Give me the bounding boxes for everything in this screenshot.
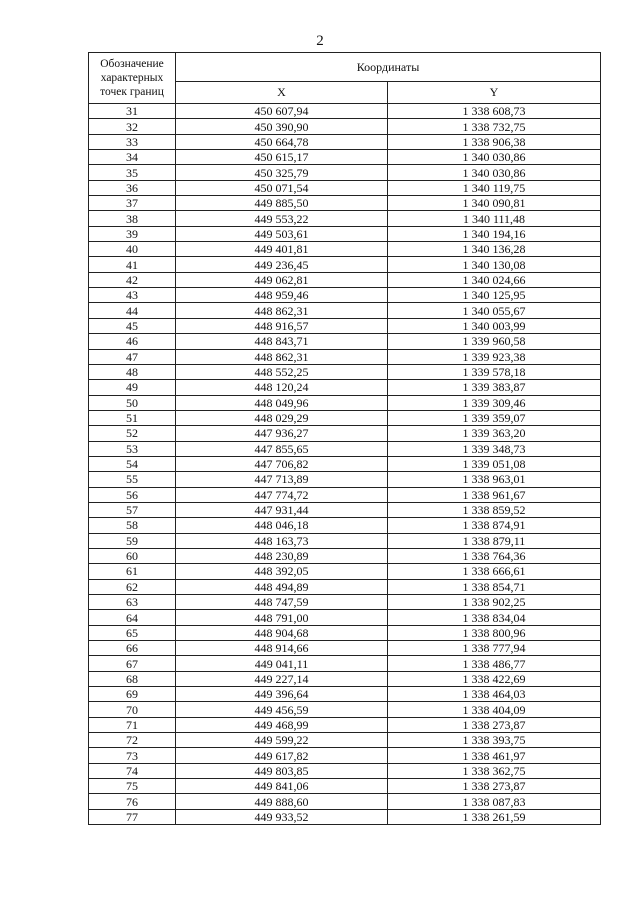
point-cell: 74	[89, 763, 176, 778]
point-cell: 64	[89, 610, 176, 625]
point-cell: 68	[89, 671, 176, 686]
table-row	[89, 518, 601, 533]
y-cell: 1 339 309,46	[388, 395, 601, 410]
x-cell: 447 774,72	[176, 487, 388, 502]
y-cell: 1 340 030,86	[388, 150, 601, 165]
y-cell: 1 339 348,73	[388, 441, 601, 456]
x-cell: 448 916,57	[176, 318, 388, 333]
point-cell: 51	[89, 410, 176, 425]
table-row	[89, 656, 601, 671]
page-number: 2	[316, 33, 324, 49]
table-row	[89, 257, 601, 272]
table-row	[89, 165, 601, 180]
y-cell: 1 338 777,94	[388, 641, 601, 656]
point-cell: 57	[89, 502, 176, 517]
x-cell: 449 503,61	[176, 226, 388, 241]
x-cell: 449 456,59	[176, 702, 388, 717]
point-cell: 60	[89, 548, 176, 563]
point-cell: 58	[89, 518, 176, 533]
table-row	[89, 272, 601, 287]
y-cell: 1 338 422,69	[388, 671, 601, 686]
x-cell: 448 029,29	[176, 410, 388, 425]
y-cell: 1 338 486,77	[388, 656, 601, 671]
point-cell: 39	[89, 226, 176, 241]
x-cell: 450 615,17	[176, 150, 388, 165]
table-row	[89, 595, 601, 610]
x-cell: 448 552,25	[176, 364, 388, 379]
point-cell: 42	[89, 272, 176, 287]
y-cell: 1 340 136,28	[388, 242, 601, 257]
table-row	[89, 564, 601, 579]
x-cell: 449 933,52	[176, 809, 388, 824]
x-cell: 448 046,18	[176, 518, 388, 533]
point-cell: 47	[89, 349, 176, 364]
point-cell: 69	[89, 687, 176, 702]
table-row	[89, 702, 601, 717]
point-cell: 54	[89, 456, 176, 471]
y-cell: 1 338 859,52	[388, 502, 601, 517]
table-row	[89, 242, 601, 257]
x-cell: 450 325,79	[176, 165, 388, 180]
x-cell: 449 553,22	[176, 211, 388, 226]
y-cell: 1 338 393,75	[388, 733, 601, 748]
y-cell: 1 340 003,99	[388, 318, 601, 333]
y-cell: 1 338 666,61	[388, 564, 601, 579]
y-cell: 1 338 273,87	[388, 779, 601, 794]
y-cell: 1 340 030,86	[388, 165, 601, 180]
coordinates-header: Координаты	[176, 53, 601, 82]
x-cell: 450 664,78	[176, 134, 388, 149]
point-cell: 63	[89, 595, 176, 610]
y-cell: 1 338 461,97	[388, 748, 601, 763]
x-cell: 447 855,65	[176, 441, 388, 456]
x-cell: 448 747,59	[176, 595, 388, 610]
table-row	[89, 334, 601, 349]
point-cell: 35	[89, 165, 176, 180]
point-cell: 71	[89, 717, 176, 732]
table-row	[89, 395, 601, 410]
point-cell: 76	[89, 794, 176, 809]
y-cell: 1 338 608,73	[388, 104, 601, 119]
x-cell: 449 236,45	[176, 257, 388, 272]
y-cell: 1 340 024,66	[388, 272, 601, 287]
x-cell: 448 049,96	[176, 395, 388, 410]
table-row	[89, 579, 601, 594]
table-row	[89, 809, 601, 824]
y-cell: 1 339 578,18	[388, 364, 601, 379]
x-cell: 447 706,82	[176, 456, 388, 471]
x-cell: 448 862,31	[176, 303, 388, 318]
x-cell: 448 843,71	[176, 334, 388, 349]
y-cell: 1 339 960,58	[388, 334, 601, 349]
table-row	[89, 533, 601, 548]
table-row	[89, 211, 601, 226]
y-cell: 1 338 879,11	[388, 533, 601, 548]
point-cell: 49	[89, 380, 176, 395]
table-row	[89, 717, 601, 732]
x-header: X	[176, 81, 388, 103]
point-cell: 75	[89, 779, 176, 794]
y-cell: 1 338 087,83	[388, 794, 601, 809]
table-row	[89, 687, 601, 702]
x-cell: 447 931,44	[176, 502, 388, 517]
y-header: Y	[388, 81, 601, 103]
x-cell: 447 713,89	[176, 472, 388, 487]
y-cell: 1 338 464,03	[388, 687, 601, 702]
point-cell: 53	[89, 441, 176, 456]
x-cell: 448 230,89	[176, 548, 388, 563]
point-cell: 73	[89, 748, 176, 763]
y-cell: 1 338 404,09	[388, 702, 601, 717]
y-cell: 1 338 834,04	[388, 610, 601, 625]
y-cell: 1 339 923,38	[388, 349, 601, 364]
table-row	[89, 794, 601, 809]
point-cell: 45	[89, 318, 176, 333]
y-cell: 1 340 055,67	[388, 303, 601, 318]
table-row	[89, 303, 601, 318]
x-cell: 448 959,46	[176, 288, 388, 303]
point-cell: 33	[89, 134, 176, 149]
point-cell: 32	[89, 119, 176, 134]
x-cell: 449 599,22	[176, 733, 388, 748]
point-cell: 65	[89, 625, 176, 640]
point-cell: 77	[89, 809, 176, 824]
table-row	[89, 364, 601, 379]
x-cell: 449 468,99	[176, 717, 388, 732]
table-row	[89, 502, 601, 517]
point-cell: 55	[89, 472, 176, 487]
point-cell: 46	[89, 334, 176, 349]
table-row	[89, 119, 601, 134]
y-cell: 1 338 273,87	[388, 717, 601, 732]
y-cell: 1 340 194,16	[388, 226, 601, 241]
x-cell: 449 396,64	[176, 687, 388, 702]
table-row	[89, 671, 601, 686]
table-row	[89, 748, 601, 763]
point-cell: 61	[89, 564, 176, 579]
x-cell: 449 841,06	[176, 779, 388, 794]
y-cell: 1 339 363,20	[388, 426, 601, 441]
point-cell: 70	[89, 702, 176, 717]
x-cell: 449 885,50	[176, 196, 388, 211]
table-row	[89, 610, 601, 625]
table-row	[89, 380, 601, 395]
x-cell: 448 392,05	[176, 564, 388, 579]
x-cell: 449 227,14	[176, 671, 388, 686]
x-cell: 448 862,31	[176, 349, 388, 364]
table-row	[89, 779, 601, 794]
x-cell: 448 120,24	[176, 380, 388, 395]
y-cell: 1 340 130,08	[388, 257, 601, 272]
table-row	[89, 180, 601, 195]
y-cell: 1 338 764,36	[388, 548, 601, 563]
table-row	[89, 349, 601, 364]
point-cell: 56	[89, 487, 176, 502]
y-cell: 1 340 119,75	[388, 180, 601, 195]
table-row	[89, 548, 601, 563]
table-row	[89, 733, 601, 748]
y-cell: 1 338 906,38	[388, 134, 601, 149]
y-cell: 1 338 732,75	[388, 119, 601, 134]
point-cell: 67	[89, 656, 176, 671]
x-cell: 449 803,85	[176, 763, 388, 778]
table-row	[89, 410, 601, 425]
table-row	[89, 763, 601, 778]
y-cell: 1 339 383,87	[388, 380, 601, 395]
x-cell: 448 494,89	[176, 579, 388, 594]
table-row	[89, 456, 601, 471]
x-cell: 449 401,81	[176, 242, 388, 257]
y-cell: 1 338 854,71	[388, 579, 601, 594]
y-cell: 1 338 874,91	[388, 518, 601, 533]
x-cell: 450 607,94	[176, 104, 388, 119]
y-cell: 1 339 359,07	[388, 410, 601, 425]
y-cell: 1 338 362,75	[388, 763, 601, 778]
table-row	[89, 196, 601, 211]
point-cell: 41	[89, 257, 176, 272]
coordinates-table	[88, 52, 601, 825]
table-row	[89, 472, 601, 487]
x-cell: 448 163,73	[176, 533, 388, 548]
x-cell: 449 617,82	[176, 748, 388, 763]
table-row	[89, 226, 601, 241]
x-cell: 449 041,11	[176, 656, 388, 671]
x-cell: 448 914,66	[176, 641, 388, 656]
y-cell: 1 338 261,59	[388, 809, 601, 824]
point-cell: 52	[89, 426, 176, 441]
table-row	[89, 104, 601, 119]
y-cell: 1 340 111,48	[388, 211, 601, 226]
table-row	[89, 288, 601, 303]
point-cell: 62	[89, 579, 176, 594]
table-row	[89, 487, 601, 502]
point-cell: 44	[89, 303, 176, 318]
table-row	[89, 426, 601, 441]
table-row	[89, 134, 601, 149]
point-cell: 72	[89, 733, 176, 748]
point-cell: 37	[89, 196, 176, 211]
table-body	[89, 104, 601, 825]
y-cell: 1 338 800,96	[388, 625, 601, 640]
x-cell: 450 071,54	[176, 180, 388, 195]
point-cell: 40	[89, 242, 176, 257]
point-cell: 31	[89, 104, 176, 119]
x-cell: 448 904,68	[176, 625, 388, 640]
point-cell: 43	[89, 288, 176, 303]
point-cell: 34	[89, 150, 176, 165]
point-cell: 50	[89, 395, 176, 410]
y-cell: 1 338 902,25	[388, 595, 601, 610]
y-cell: 1 340 125,95	[388, 288, 601, 303]
x-cell: 449 888,60	[176, 794, 388, 809]
y-cell: 1 338 963,01	[388, 472, 601, 487]
y-cell: 1 340 090,81	[388, 196, 601, 211]
point-cell: 36	[89, 180, 176, 195]
table-row	[89, 150, 601, 165]
x-cell: 448 791,00	[176, 610, 388, 625]
y-cell: 1 339 051,08	[388, 456, 601, 471]
table-row	[89, 625, 601, 640]
point-cell: 48	[89, 364, 176, 379]
x-cell: 449 062,81	[176, 272, 388, 287]
x-cell: 450 390,90	[176, 119, 388, 134]
y-cell: 1 338 961,67	[388, 487, 601, 502]
point-label-header: Обозначение характерных точек границ	[89, 53, 176, 104]
point-cell: 59	[89, 533, 176, 548]
table-row	[89, 318, 601, 333]
x-cell: 447 936,27	[176, 426, 388, 441]
point-cell: 66	[89, 641, 176, 656]
table-row	[89, 641, 601, 656]
table-row	[89, 441, 601, 456]
point-cell: 38	[89, 211, 176, 226]
